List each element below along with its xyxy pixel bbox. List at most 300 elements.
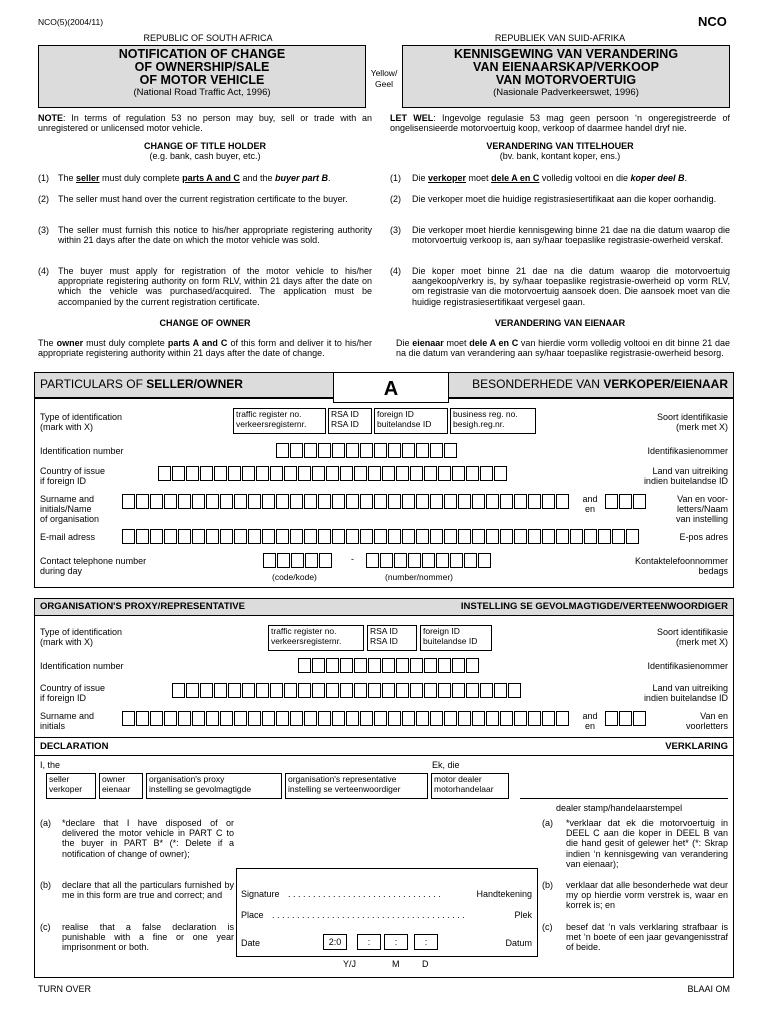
char-box[interactable] — [136, 529, 149, 544]
char-box[interactable] — [360, 443, 373, 458]
char-box[interactable] — [500, 711, 513, 726]
char-box[interactable] — [150, 494, 163, 509]
decl-b-af: verklaar dat alle besonderhede wat deur my op hierdie vorm verstrek is, waar en korrek is; en — [566, 880, 728, 911]
char-box[interactable] — [380, 553, 393, 568]
stamp-line — [520, 798, 728, 799]
char-box[interactable] — [368, 683, 381, 698]
char-box[interactable] — [332, 443, 345, 458]
char-box[interactable] — [304, 711, 317, 726]
char-box[interactable] — [410, 466, 423, 481]
char-box[interactable] — [494, 683, 507, 698]
char-box[interactable] — [374, 443, 387, 458]
char-box[interactable] — [486, 529, 499, 544]
char-box[interactable] — [388, 711, 401, 726]
t: VERKOPER/EIENAAR — [603, 377, 728, 391]
a-surname-boxes[interactable] — [122, 494, 570, 509]
char-box[interactable] — [368, 658, 381, 673]
p-idtype-traffic-checkbox[interactable] — [268, 625, 364, 651]
char-box[interactable] — [430, 494, 443, 509]
char-box[interactable] — [396, 466, 409, 481]
char-box[interactable] — [192, 494, 205, 509]
a-initials-boxes[interactable] — [605, 494, 647, 509]
char-box[interactable] — [340, 658, 353, 673]
char-box[interactable] — [150, 711, 163, 726]
char-box[interactable] — [612, 529, 625, 544]
p-surname-boxes[interactable] — [122, 711, 570, 726]
char-box[interactable] — [122, 711, 135, 726]
char-box[interactable] — [605, 711, 618, 726]
char-box[interactable] — [382, 658, 395, 673]
char-box[interactable] — [514, 494, 527, 509]
co-en-title: CHANGE OF OWNER — [159, 318, 251, 328]
char-box[interactable] — [150, 529, 163, 544]
char-box[interactable] — [206, 529, 219, 544]
char-box[interactable] — [472, 529, 485, 544]
char-box[interactable] — [366, 553, 379, 568]
t: . — [684, 173, 688, 183]
char-box[interactable] — [172, 466, 185, 481]
char-box[interactable] — [242, 466, 255, 481]
char-box[interactable] — [214, 466, 227, 481]
char-box[interactable] — [410, 658, 423, 673]
char-box[interactable] — [452, 683, 465, 698]
char-box[interactable] — [633, 494, 646, 509]
a-idtype-rsa-checkbox[interactable] — [328, 408, 372, 434]
char-box[interactable] — [290, 529, 303, 544]
char-box[interactable] — [424, 466, 437, 481]
divider — [35, 737, 733, 738]
char-box[interactable] — [556, 529, 569, 544]
a-idtype-business-checkbox[interactable] — [450, 408, 536, 434]
char-box[interactable] — [206, 494, 219, 509]
a-email-af: E-pos adres — [679, 532, 728, 542]
char-box[interactable] — [214, 683, 227, 698]
footer-turn-over: TURN OVER — [38, 984, 92, 994]
char-box[interactable] — [122, 529, 135, 544]
date-year-box[interactable]: 2:0 — [323, 934, 347, 950]
p-idnum-af: Identifikasienommer — [647, 661, 728, 671]
char-box[interactable] — [312, 658, 325, 673]
char-box[interactable] — [326, 466, 339, 481]
char-box[interactable] — [206, 711, 219, 726]
role-owner-checkbox[interactable] — [99, 773, 143, 799]
step-af-3-num: (3) — [390, 225, 401, 235]
part-a-title-af — [449, 378, 728, 391]
a-country-boxes[interactable] — [158, 466, 508, 481]
char-box[interactable] — [472, 711, 485, 726]
char-box[interactable] — [374, 711, 387, 726]
char-box[interactable] — [290, 494, 303, 509]
char-box[interactable] — [276, 711, 289, 726]
char-box[interactable] — [408, 553, 421, 568]
char-box[interactable] — [494, 466, 507, 481]
char-box[interactable] — [332, 529, 345, 544]
step-en-2-num: (2) — [38, 194, 49, 204]
char-box[interactable] — [270, 466, 283, 481]
date-day-box[interactable]: : — [414, 934, 438, 950]
char-box[interactable] — [234, 711, 247, 726]
char-box[interactable] — [360, 494, 373, 509]
date-year2-box[interactable]: : — [357, 934, 381, 950]
char-box[interactable] — [192, 711, 205, 726]
step-en-2: The seller must hand over the current registration certificate to the buyer. — [58, 194, 348, 204]
char-box[interactable] — [472, 494, 485, 509]
char-box[interactable] — [304, 443, 317, 458]
char-box[interactable] — [248, 711, 261, 726]
char-box[interactable] — [480, 466, 493, 481]
p-country-af — [580, 683, 728, 703]
a-type-en — [40, 412, 122, 432]
char-box[interactable] — [438, 466, 451, 481]
title-en — [38, 45, 366, 108]
char-box[interactable] — [318, 529, 331, 544]
char-box[interactable] — [508, 683, 521, 698]
char-box[interactable] — [626, 529, 639, 544]
p-and-en — [578, 711, 602, 731]
char-box[interactable] — [478, 553, 491, 568]
t: eienaar — [102, 783, 131, 794]
role-representative-checkbox[interactable] — [285, 773, 428, 799]
char-box[interactable] — [305, 553, 318, 568]
char-box[interactable] — [619, 711, 632, 726]
char-box[interactable] — [284, 683, 297, 698]
t: SELLER/OWNER — [146, 377, 243, 391]
char-box[interactable] — [436, 553, 449, 568]
char-box[interactable] — [500, 494, 513, 509]
char-box[interactable] — [263, 553, 276, 568]
char-box[interactable] — [304, 529, 317, 544]
note-af-label: LET WEL — [390, 113, 434, 123]
char-box[interactable] — [466, 683, 479, 698]
note-af-text: : Ingevolge regulasie 53 mag geen persoon ‘n ongeregistreerde of ongelisensieerde motorvoertuig koop, verkoop of daarmee handel dryf nie. — [390, 113, 730, 134]
proxy-title-en: ORGANISATION'S PROXY/REPRESENTATIVE — [40, 601, 245, 612]
char-box[interactable] — [318, 711, 331, 726]
a-idtype-foreign-checkbox[interactable] — [374, 408, 448, 434]
char-box[interactable] — [416, 443, 429, 458]
t: verkeersregisternr. — [236, 418, 307, 429]
a-phone-code-boxes[interactable] — [263, 553, 333, 568]
char-box[interactable] — [136, 494, 149, 509]
char-box[interactable] — [234, 494, 247, 509]
char-box[interactable] — [291, 553, 304, 568]
char-box[interactable] — [528, 494, 541, 509]
char-box[interactable] — [158, 466, 171, 481]
step-en-4-num: (4) — [38, 266, 49, 276]
char-box[interactable] — [186, 683, 199, 698]
co-af-title: VERANDERING VAN EIENAAR — [494, 318, 626, 328]
step-af-1 — [412, 173, 730, 183]
char-box[interactable] — [402, 494, 415, 509]
char-box[interactable] — [605, 494, 618, 509]
role-seller-checkbox[interactable] — [46, 773, 96, 799]
char-box[interactable] — [262, 711, 275, 726]
place-field[interactable] — [241, 910, 533, 920]
char-box[interactable] — [458, 529, 471, 544]
char-box[interactable] — [402, 711, 415, 726]
char-box[interactable] — [444, 711, 457, 726]
char-box[interactable] — [262, 494, 275, 509]
t: van instelling — [675, 514, 728, 524]
signature-label-en: Signature — [241, 889, 280, 899]
t: . — [327, 173, 331, 183]
t: The — [38, 338, 57, 348]
char-box[interactable] — [388, 529, 401, 544]
char-box[interactable] — [438, 683, 451, 698]
char-box[interactable] — [416, 711, 429, 726]
char-box[interactable] — [242, 683, 255, 698]
char-box[interactable] — [466, 658, 479, 673]
t: moet — [443, 338, 470, 348]
char-box[interactable] — [542, 529, 555, 544]
char-box[interactable] — [382, 683, 395, 698]
title-af — [402, 45, 730, 108]
date-month-box[interactable]: : — [384, 934, 408, 950]
cth-af-sub: (bv. bank, kontant koper, ens.) — [499, 151, 621, 162]
a-number-label: (number/nommer) — [385, 572, 454, 582]
char-box[interactable] — [178, 529, 191, 544]
char-box[interactable] — [584, 529, 597, 544]
t: Surname and — [40, 711, 95, 721]
p-country-boxes[interactable] — [172, 683, 522, 698]
t: motor dealer — [434, 774, 482, 784]
a-email-boxes[interactable] — [122, 529, 640, 544]
char-box[interactable] — [290, 443, 303, 458]
role-proxy-checkbox[interactable] — [146, 773, 282, 799]
char-box[interactable] — [220, 529, 233, 544]
p-idtype-rsa-checkbox[interactable] — [367, 625, 417, 651]
char-box[interactable] — [256, 466, 269, 481]
divider — [35, 398, 333, 399]
char-box[interactable] — [326, 683, 339, 698]
char-box[interactable] — [388, 443, 401, 458]
char-box[interactable] — [556, 494, 569, 509]
char-box[interactable] — [598, 529, 611, 544]
char-box[interactable] — [234, 529, 247, 544]
t: buitelandse ID — [423, 635, 478, 646]
char-box[interactable] — [332, 494, 345, 509]
char-box[interactable] — [312, 466, 325, 481]
char-box[interactable] — [220, 494, 233, 509]
t: voorletters — [685, 721, 728, 731]
char-box[interactable] — [290, 711, 303, 726]
char-box[interactable] — [304, 494, 317, 509]
char-box[interactable] — [277, 553, 290, 568]
char-box[interactable] — [220, 711, 233, 726]
t: owner — [102, 774, 126, 784]
step-af-4: Die koper moet binne 21 dae na die datum waarop die motorvoertuig aangekoop/verkry is, by sy/haar toepaslike registrasie-owerheid op vorm RLV, om registrasie van die motorvoertuig aansoek doen. Die aansoek moet van die huidige registrasiesertifikaat vergesel gaan. — [412, 266, 730, 307]
decl-title-en: DECLARATION — [40, 741, 109, 752]
char-box[interactable] — [402, 529, 415, 544]
t: Contact telephone number — [40, 556, 147, 566]
char-box[interactable] — [480, 683, 493, 698]
char-box[interactable] — [346, 529, 359, 544]
char-box[interactable] — [192, 529, 205, 544]
a-phone-number-boxes[interactable] — [366, 553, 492, 568]
char-box[interactable] — [346, 443, 359, 458]
t: Soort identifikasie — [656, 412, 728, 422]
date-label-af: Datum — [505, 938, 532, 948]
char-box[interactable] — [416, 529, 429, 544]
char-box[interactable] — [319, 553, 332, 568]
char-box[interactable] — [619, 494, 632, 509]
char-box[interactable] — [422, 553, 435, 568]
char-box[interactable] — [354, 658, 367, 673]
char-box[interactable] — [326, 658, 339, 673]
char-box[interactable] — [374, 494, 387, 509]
a-email-en: E-mail adress — [40, 532, 96, 542]
form-type-code: NCO — [698, 14, 727, 29]
char-box[interactable] — [360, 711, 373, 726]
char-box[interactable] — [186, 466, 199, 481]
char-box[interactable] — [318, 443, 331, 458]
char-box[interactable] — [424, 683, 437, 698]
char-box[interactable] — [410, 683, 423, 698]
char-box[interactable] — [270, 683, 283, 698]
char-box[interactable] — [402, 443, 415, 458]
t: koper deel B — [630, 173, 685, 183]
char-box[interactable] — [528, 711, 541, 726]
char-box[interactable] — [228, 466, 241, 481]
char-box[interactable] — [276, 494, 289, 509]
t: foreign ID — [377, 409, 414, 419]
date-m-label: M — [392, 959, 400, 969]
char-box[interactable] — [500, 529, 513, 544]
char-box[interactable] — [248, 529, 261, 544]
title-en-line1: NOTIFICATION OF CHANGE — [118, 47, 286, 61]
char-box[interactable] — [298, 658, 311, 673]
p-type-en — [40, 627, 122, 647]
char-box[interactable] — [354, 466, 367, 481]
char-box[interactable] — [346, 711, 359, 726]
char-box[interactable] — [542, 711, 555, 726]
char-box[interactable] — [360, 529, 373, 544]
char-box[interactable] — [298, 683, 311, 698]
char-box[interactable] — [200, 683, 213, 698]
char-box[interactable] — [570, 529, 583, 544]
char-box[interactable] — [430, 529, 443, 544]
decl-i-the: I, the — [40, 760, 61, 770]
char-box[interactable] — [346, 494, 359, 509]
char-box[interactable] — [164, 494, 177, 509]
char-box[interactable] — [276, 443, 289, 458]
a-idtype-traffic-checkbox[interactable] — [233, 408, 326, 434]
char-box[interactable] — [633, 711, 646, 726]
char-box[interactable] — [466, 466, 479, 481]
char-box[interactable] — [200, 466, 213, 481]
char-box[interactable] — [556, 711, 569, 726]
char-box[interactable] — [332, 711, 345, 726]
char-box[interactable] — [178, 711, 191, 726]
t: must duly complete — [83, 338, 168, 348]
place-label-en: Place — [241, 910, 264, 920]
p-idnum-boxes[interactable] — [298, 658, 480, 673]
decl-title-af: VERKLARING — [665, 741, 728, 752]
char-box[interactable] — [172, 683, 185, 698]
char-box[interactable] — [284, 466, 297, 481]
step-af-2: Die verkoper moet die huidige registrasiesertifikaat aan die koper oorhandig. — [412, 194, 717, 204]
a-surname-en — [40, 494, 99, 524]
decl-b-af-num: (b) — [542, 880, 553, 890]
a-country-af — [580, 466, 728, 486]
char-box[interactable] — [444, 529, 457, 544]
char-box[interactable] — [438, 658, 451, 673]
char-box[interactable] — [452, 658, 465, 673]
char-box[interactable] — [388, 494, 401, 509]
char-box[interactable] — [424, 658, 437, 673]
char-box[interactable] — [374, 529, 387, 544]
char-box[interactable] — [430, 711, 443, 726]
char-box[interactable] — [452, 466, 465, 481]
char-box[interactable] — [228, 683, 241, 698]
char-box[interactable] — [164, 711, 177, 726]
char-box[interactable] — [514, 529, 527, 544]
p-idtype-foreign-checkbox[interactable] — [420, 625, 492, 651]
t: organisation's proxy — [149, 774, 225, 784]
date-label-en: Date — [241, 938, 261, 948]
char-box[interactable] — [542, 494, 555, 509]
t: initials — [40, 721, 66, 731]
a-idnum-boxes[interactable] — [276, 443, 458, 458]
char-box[interactable] — [318, 494, 331, 509]
char-box[interactable] — [178, 494, 191, 509]
char-box[interactable] — [368, 466, 381, 481]
char-box[interactable] — [458, 494, 471, 509]
char-box[interactable] — [122, 494, 135, 509]
a-phone-dash: - — [351, 554, 354, 564]
char-box[interactable] — [256, 683, 269, 698]
t: Die — [412, 173, 429, 183]
t: seller — [76, 173, 100, 183]
char-box[interactable] — [262, 529, 275, 544]
t: buitelandse ID — [377, 418, 432, 429]
char-box[interactable] — [394, 553, 407, 568]
footer-blaai-om: BLAAI OM — [687, 984, 730, 994]
role-dealer-checkbox[interactable] — [431, 773, 509, 799]
char-box[interactable] — [486, 711, 499, 726]
char-box[interactable] — [136, 711, 149, 726]
char-box[interactable] — [486, 494, 499, 509]
char-box[interactable] — [382, 466, 395, 481]
char-box[interactable] — [416, 494, 429, 509]
t: PARTICULARS OF — [40, 377, 147, 391]
char-box[interactable] — [396, 683, 409, 698]
char-box[interactable] — [444, 494, 457, 509]
char-box[interactable] — [396, 658, 409, 673]
t: foreign ID — [423, 626, 460, 636]
a-code-label: (code/kode) — [272, 572, 317, 582]
a-idnum-en: Identification number — [40, 446, 124, 456]
char-box[interactable] — [340, 466, 353, 481]
t: en — [584, 721, 595, 731]
char-box[interactable] — [298, 466, 311, 481]
char-box[interactable] — [514, 711, 527, 726]
p-initials-boxes[interactable] — [605, 711, 647, 726]
char-box[interactable] — [430, 443, 443, 458]
date-yj-label: Y/J — [343, 959, 357, 969]
char-box[interactable] — [464, 553, 477, 568]
char-box[interactable] — [458, 711, 471, 726]
char-box[interactable] — [340, 683, 353, 698]
a-surname-af — [648, 494, 728, 524]
char-box[interactable] — [248, 494, 261, 509]
char-box[interactable] — [354, 683, 367, 698]
char-box[interactable] — [444, 443, 457, 458]
char-box[interactable] — [528, 529, 541, 544]
char-box[interactable] — [450, 553, 463, 568]
char-box[interactable] — [164, 529, 177, 544]
char-box[interactable] — [312, 683, 325, 698]
char-box[interactable] — [276, 529, 289, 544]
